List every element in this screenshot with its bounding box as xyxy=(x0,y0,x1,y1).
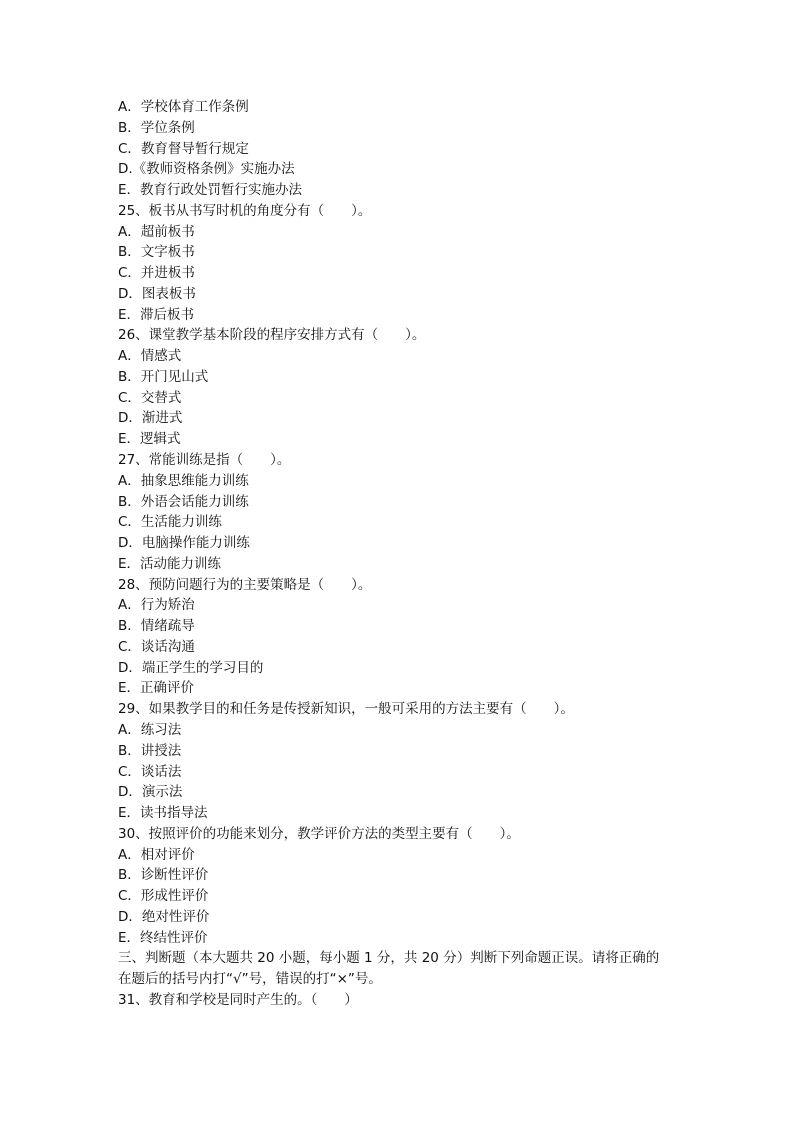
text-line: B．情绪疏导 xyxy=(118,618,195,635)
text-line: A．超前板书 xyxy=(118,223,195,240)
text-line: 27、常能训练是指（ ）。 xyxy=(118,452,291,469)
text-line: A．相对评价 xyxy=(118,846,195,863)
text-line: D.《教师资格条例》实施办法 xyxy=(118,161,295,178)
text-line: A．行为矫治 xyxy=(118,597,195,614)
text-line: E．读书指导法 xyxy=(118,805,208,822)
text-line: A．练习法 xyxy=(118,721,182,738)
text-line: C．交替式 xyxy=(118,389,182,406)
text-line: C．生活能力训练 xyxy=(118,514,222,531)
text-line: E．逻辑式 xyxy=(118,431,181,448)
text-line: C．形成性评价 xyxy=(118,888,209,905)
text-line: A．学校体育工作条例 xyxy=(118,99,249,115)
text-line: B．文字板书 xyxy=(118,244,195,261)
text-line: C．教育督导暂行规定 xyxy=(118,140,249,157)
text-line: 三、判断题（本大题共 20 小题，每小题 1 分，共 20 分）判断下列命题正误。请将正确的 xyxy=(118,950,660,967)
document-page xyxy=(118,97,678,1011)
text-line: E．正确评价 xyxy=(118,680,195,697)
text-line: 26、课堂教学基本阶段的程序安排方式有（ ）。 xyxy=(118,327,426,344)
text-line: B．开门见山式 xyxy=(118,368,209,385)
text-line: E．滞后板书 xyxy=(118,306,195,323)
text-line: C．并进板书 xyxy=(118,265,195,282)
text-line: D．绝对性评价 xyxy=(118,908,210,925)
text-line: D．电脑操作能力训练 xyxy=(118,535,250,552)
text-line: E．教育行政处罚暂行实施办法 xyxy=(118,182,303,199)
text-line: D．演示法 xyxy=(118,784,183,801)
text-line: 29、如果教学目的和任务是传授新知识，一般可采用的方法主要有（ ）。 xyxy=(118,701,574,718)
text-line: 28、预防问题行为的主要策略是（ ）。 xyxy=(118,576,372,593)
text-line: D．图表板书 xyxy=(118,285,196,302)
text-line: D．端正学生的学习目的 xyxy=(118,659,264,676)
text-line: C．谈话沟通 xyxy=(118,638,195,655)
text-line: E．终结性评价 xyxy=(118,929,208,946)
text-line: D．渐进式 xyxy=(118,410,183,427)
text-line: C．谈话法 xyxy=(118,763,182,780)
text-line: B．诊断性评价 xyxy=(118,867,209,884)
text-line: 25、板书从书写时机的角度分有（ ）。 xyxy=(118,202,372,219)
text-line: B．讲授法 xyxy=(118,742,182,759)
text-line: E．活动能力训练 xyxy=(118,555,222,572)
text-line: B．外语会话能力训练 xyxy=(118,493,249,510)
text-line: 31、教育和学校是同时产生的。（ ） xyxy=(118,991,358,1008)
text-line: B．学位条例 xyxy=(118,119,195,136)
text-line: 在题后的括号内打“√”号，错误的打“×”号。 xyxy=(118,971,382,988)
text-line: A．抽象思维能力训练 xyxy=(118,472,249,489)
text-line: A．情感式 xyxy=(118,348,182,365)
text-line: 30、按照评价的功能来划分，教学评价方法的类型主要有（ ）。 xyxy=(118,825,520,842)
